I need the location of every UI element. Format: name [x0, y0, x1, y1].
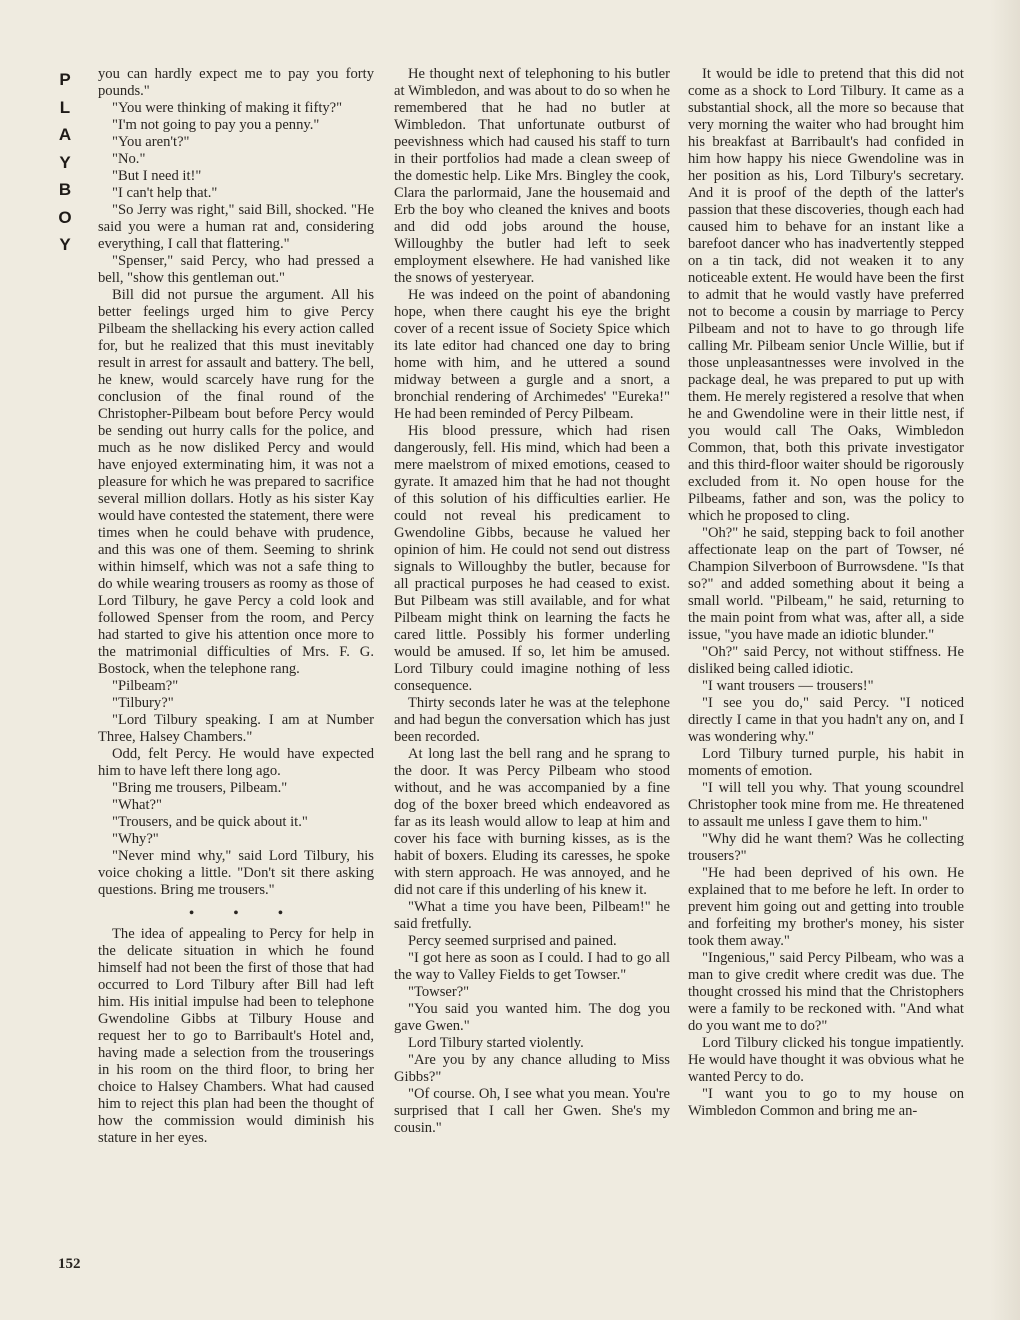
paragraph: "You said you wanted him. The dog you gave Gwen." — [394, 1001, 670, 1034]
paragraph: "No." — [112, 151, 146, 167]
paragraph: "He had been deprived of his own. He explained that to me before he left. In order to prevent him going out and getting into trouble and forfeiting my brother's money, his sister took them away." — [688, 865, 964, 949]
paragraph: "Spenser," said Percy, who had pressed a bell, "show this gentleman out." — [98, 253, 374, 286]
paragraph: "Ingenious," said Percy Pilbeam, who was a man to give credit where credit was due. The thought crossed his mind that the Christophers were a family to be reckoned with. "And what do you want me to do?" — [688, 950, 964, 1034]
paragraph: Lord Tilbury started violently. — [408, 1035, 584, 1051]
paragraph: Lord Tilbury turned purple, his habit in moments of emotion. — [688, 746, 964, 779]
paragraph: "What a time you have been, Pilbeam!" he said fretfully. — [394, 899, 670, 932]
paragraph: "Oh?" said Percy, not without stiffness. He disliked being called idiotic. — [688, 644, 964, 677]
paragraph: Lord Tilbury clicked his tongue impatiently. He would have thought it was obvious what he wanted Percy to do. — [688, 1035, 964, 1085]
text-column-1 — [98, 66, 374, 1276]
running-head — [52, 66, 78, 259]
paragraph: "Pilbeam?" — [112, 678, 179, 694]
paragraph: "Are you by any chance alluding to Miss Gibbs?" — [394, 1052, 670, 1085]
paragraph: "You aren't?" — [112, 134, 190, 150]
paragraph: It would be idle to pretend that this did not come as a shock to Lord Tilbury. It came as a substantial shock, all the more so because that very morning the waiter who had brought him his breakfast at Barribault's had confided in him how happy his niece Gwendoline was in her position as his, Lord Tilbury's secretary. And it is proof of the depth of the latter's passion that these discoveries, though each had caused him to behave for an instant like a barefoot dancer who has inadvertently stepped on a tin tack, did not weaken it to any noticeable extent. He would have been the first to admit that he would vastly have preferred not to become a cousin by marriage to Percy Pilbeam and not to have to go through life calling Mr. Pilbeam senior Uncle Willie, but if those unpleasantnesses were involved in the package deal, he was prepared to put up with them. He merely registered a resolve that when he and Gwendoline were in their little nest, if you would call The Oaks, Wimbledon Common, that, both this private investigator and this third-floor waiter should be rigorously excluded from it. No open house for the Pilbeams, father and son, was the policy to which he proposed to cling. — [688, 66, 964, 524]
paragraph: He was indeed on the point of abandoning hope, when there caught his eye the bright cover of a recent issue of Society Spice which its late editor had chanced one day to bring home with him, and he uttered a sound midway between a gurgle and a snort, a bronchial rendering of Archimedes' "Eureka!" He had been reminded of Percy Pilbeam. — [394, 287, 670, 422]
page-edge-shadow — [990, 0, 1020, 1320]
paragraph: "Trousers, and be quick about it." — [112, 814, 308, 830]
paragraph: "Why?" — [112, 831, 159, 847]
running-head-letter: A — [58, 125, 72, 144]
paragraph: "Never mind why," said Lord Tilbury, his voice choking a little. "Don't sit there asking questions. Bring me trousers." — [98, 848, 374, 898]
paragraph: "I see you do," said Percy. "I noticed directly I came in that you hadn't any on, and I was wondering why." — [688, 695, 964, 745]
paragraph: "I'm not going to pay you a penny." — [112, 117, 320, 133]
running-head-letter: L — [59, 97, 71, 117]
paragraph: "I want you to go to my house on Wimbledon Common and bring me an- — [688, 1086, 964, 1119]
paragraph: "Why did he want them? Was he collecting trousers?" — [688, 831, 964, 864]
paragraph: "I want trousers — trousers!" — [702, 678, 874, 694]
paragraph: The idea of appealing to Percy for help in the delicate situation in which he found himself had not been the first of those that had occurred to Lord Tilbury after Bill had left him. His initial impulse had been to telephone Gwendoline Gibbs at Tilbury House and request her to go to Barribault's Hotel and, having made a selection from the trouserings in his room on the third floor, to bring her choice to Halsey Chambers. What had caused him to reject this plan had been the thought of how the commission would diminish his stature in her eyes. — [98, 926, 374, 1146]
paragraph: His blood pressure, which had risen dangerously, fell. His mind, which had been a mere maelstrom of mixed emotions, ceased to gyrate. It amazed him that he had not thought of this solution of his difficulties earlier. He could not reveal his predicament to Gwendoline Gibbs, because he valued her opinion of him. He could not send out distress signals to Willoughby the butler, because for all practical purposes he had ceased to exist. But Pilbeam was still available, and for what Pilbeam might think on learning the facts he cared little. Possibly his former underling would be amused. If so, let him be amused. Lord Tilbury could imagine nothing of less consequence. — [394, 423, 670, 694]
running-head-letter: Y — [59, 235, 71, 254]
paragraph: "Oh?" he said, stepping back to foil another affectionate leap on the part of Towser, né Champion Silverboon of Burrowsdene. "Is that so?" and added something about it being a small world. "Pilbeam," he said, returning to the main point from what was, after all, a side issue, "you have made an idiotic blunder." — [688, 525, 964, 643]
paragraph: Odd, felt Percy. He would have expected him to have left there long ago. — [98, 746, 374, 779]
paragraph: "Towser?" — [408, 984, 470, 1000]
paragraph: At long last the bell rang and he sprang to the door. It was Percy Pilbeam who stood without, and he was accompanied by a fine dog of the boxer breed which endeavored as far as its leash would allow to leap at him and cover his face with burning kisses, as is the habit of boxers. Eluding its caresses, he spoke with stern approach. He was annoyed, and he did not care if this underling of his knew it. — [394, 746, 670, 898]
paragraph: "I can't help that." — [112, 185, 218, 201]
paragraph: "Lord Tilbury speaking. I am at Number Three, Halsey Chambers." — [98, 712, 374, 745]
section-break: • • • — [189, 906, 301, 921]
paragraph: "I got here as soon as I could. I had to go all the way to Valley Fields to get Towser." — [394, 950, 670, 983]
paragraph: "So Jerry was right," said Bill, shocked. "He said you were a human rat and, considering everything, I call that flattering." — [98, 202, 374, 252]
paragraph: "Of course. Oh, I see what you mean. You're surprised that I call her Gwen. She's my cousin." — [394, 1086, 670, 1136]
paragraph: "But I need it!" — [112, 168, 202, 184]
paragraph: Thirty seconds later he was at the telephone and had begun the conversation which has just been recorded. — [394, 695, 670, 745]
paragraph: "Tilbury?" — [112, 695, 174, 711]
text-column-3 — [688, 66, 964, 1276]
running-head-letter: O — [58, 207, 72, 227]
paragraph: "What?" — [112, 797, 162, 813]
paragraph: Percy seemed surprised and pained. — [408, 933, 617, 949]
paragraph: Bill did not pursue the argument. All his better feelings urged him to give Percy Pilbeam the shellacking his every action called for, but he realized that this must inevitably result in arrest for assault and battery. The bell, he knew, would scarcely have rung for the conclusion of the final round of the Christopher-Pilbeam bout before Percy would be sending out hurry calls for the police, and much as he now disliked Percy and would have enjoyed exterminating him, it was not a pleasure for which he was prepared to sacrifice several million dollars. Hotly as his sister Kay would have contested the statement, there were times when he could behave with prudence, and this was one of them. Seeming to shrink within himself, which was not a safe thing to do while wearing trousers as roomy as those of Lord Tilbury, he gave Percy a cold look and followed Spenser from the room, and Percy had started to give his attention once more to the matrimonial difficulties of Mrs. F. G. Bostock, when the telephone rang. — [98, 287, 374, 677]
running-head-letter: Y — [59, 152, 71, 172]
paragraph: "You were thinking of making it fifty?" — [112, 100, 343, 116]
page-number: 152 — [58, 1256, 81, 1272]
running-head-letter: P — [59, 70, 71, 89]
paragraph: He thought next of telephoning to his butler at Wimbledon, and was about to do so when he remembered that he had no butler at Wimbledon. That unfortunate outburst of peevishness which had caused his staff to turn in their portfolios had made a clean sweep of the domestic help. Like Mrs. Bingley the cook, Clara the parlormaid, Jane the housemaid and Erb the boy who cleaned the knives and boots and did odd jobs around the house, Willoughby the butler had left to seek employment elsewhere. He had vanished like the snows of yesteryear. — [394, 66, 670, 286]
running-head-letter: B — [58, 180, 72, 199]
text-column-2 — [394, 66, 670, 1276]
paragraph: you can hardly expect me to pay you forty pounds." — [98, 66, 374, 99]
paragraph: "Bring me trousers, Pilbeam." — [112, 780, 288, 796]
paragraph: "I will tell you why. That young scoundrel Christopher took mine from me. He threatened to assault me unless I gave them to him." — [688, 780, 964, 830]
